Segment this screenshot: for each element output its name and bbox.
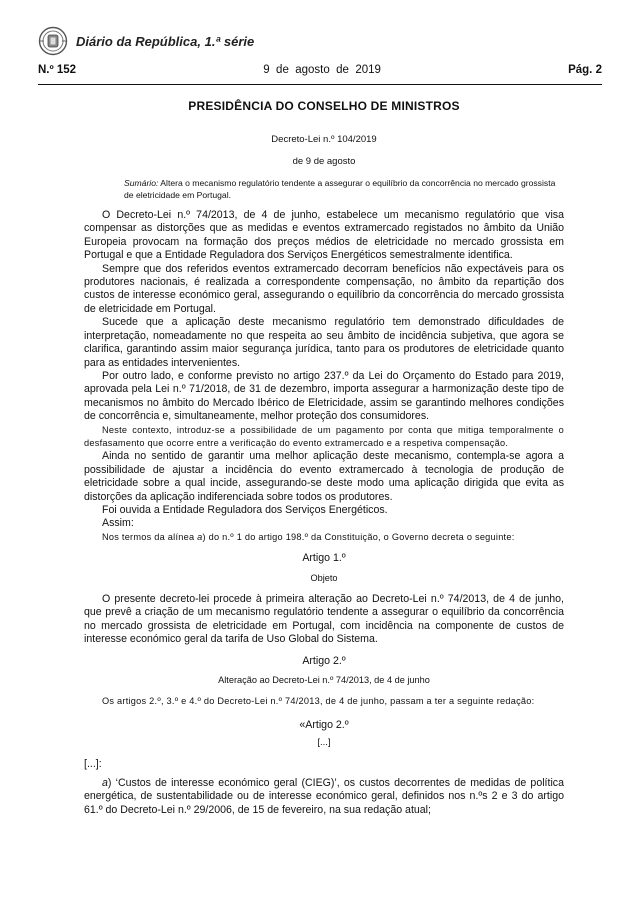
ministry-heading: PRESIDÊNCIA DO CONSELHO DE MINISTROS bbox=[188, 99, 460, 113]
decree-date: de 9 de agosto bbox=[292, 155, 356, 167]
article-1-subtitle: Objeto bbox=[310, 572, 338, 583]
omission-marker-intro: [...]: bbox=[84, 757, 102, 770]
issue-number: N.º 152 bbox=[38, 64, 77, 76]
preamble-paragraph-1: O Decreto-Lei n.º 74/2013, de 4 de junho, estabelece um mecanismo regulatório que visa compensar as distorções que as medidas e eventos extramercado registados no âmbito da União Europeia provocam na formação dos preços médios de eletricidade no mercado grossista em Portugal e que a Entidade Reguladora dos Serviços Energéticos semestralmente identifica. bbox=[84, 209, 564, 262]
portuguese-coat-of-arms-icon bbox=[38, 26, 68, 56]
article-2-title: Artigo 2.º bbox=[302, 654, 346, 667]
quoted-article-title: «Artigo 2.º bbox=[299, 718, 349, 731]
article-1-title: Artigo 1.º bbox=[302, 552, 346, 565]
enactment-clause: Nos termos da alínea a) do n.º 1 do artigo 198.º da Constituição, o Governo decreta o seguinte: bbox=[102, 531, 515, 542]
publication-series: , 1.ª série bbox=[197, 33, 255, 49]
decree-title: Decreto-Lei n.º 104/2019 bbox=[271, 134, 377, 146]
preamble-paragraph-3: Sucede que a aplicação deste mecanismo regulatório tem demonstrado dificuldades de interpretação, nomeadamente no que respeita ao seu âmbito de incidência subjetiva, que agora se clarifica, garantindo assim maior segurança jurídica, tanto para os produtores de eletricidade quanto para as entidades intervenientes. bbox=[84, 316, 564, 369]
summary-text: Altera o mecanismo regulatório tendente a assegurar o equilíbrio da concorrência no mercado grossista de eletricidade em Portugal. bbox=[124, 178, 556, 200]
issue-date: 9 de agosto de 2019 bbox=[263, 64, 381, 76]
summary bbox=[84, 178, 564, 201]
article-2-subtitle: Alteração ao Decreto-Lei n.º 74/2013, de 4 de junho bbox=[218, 675, 430, 686]
publication-title bbox=[76, 34, 254, 49]
issue-meta-row bbox=[38, 64, 602, 76]
preamble-paragraph-4: Por outro lado, e conforme previsto no artigo 237.º da Lei do Orçamento do Estado para 2019, aprovada pela Lei n.º 71/2018, de 31 de dezembro, importa assegurar a harmonização deste tipo de mecanismos no âmbito do Mercado Ibérico de Eletricidade, assim se garantindo melhores condições de concorrência e, simultaneamente, melhor proteção dos consumidores. bbox=[84, 369, 564, 423]
header-divider bbox=[38, 84, 602, 85]
article-1-text: O presente decreto-lei procede à primeira alteração ao Decreto-Lei n.º 74/2013, de 4 de junho, que prevê a criação de um mecanismo regulatório tendente a assegurar o equilíbrio da concorrência no mercado grossista de eletricidade em Portugal, com incidência na componente de custos de interesse económico geral da tarifa de Uso Global do Sistema. bbox=[84, 593, 564, 646]
preamble-paragraph-6: Ainda no sentido de garantir uma melhor aplicação deste mecanismo, contempla-se agora a possibilidade de ajustar a incidência do evento extramercado à tecnologia de produção de eletricidade sobre a qual incide, assegurando-se deste modo uma aplicação dirigida que evita as distorções da aplicação indiferenciada sobre todos os produtores. bbox=[84, 450, 564, 503]
preamble-paragraph-2: Sempre que dos referidos eventos extramercado decorram benefícios não expectáveis para os produtores nacionais, é realizada a correspondente compensação, no âmbito da repartição dos custos de interesse económico geral, assegurando o equilíbrio da concorrência do mercado grossista de eletricidade em Portugal. bbox=[84, 262, 564, 315]
publication-name: Diário da República bbox=[76, 33, 198, 49]
page-number: Pág. 2 bbox=[568, 64, 602, 76]
preamble-paragraph-7: Foi ouvida a Entidade Reguladora dos Serviços Energéticos. bbox=[102, 503, 388, 516]
article-2-text: Os artigos 2.º, 3.º e 4.º do Decreto-Lei n.º 74/2013, de 4 de junho, passam a ter a seguinte redação: bbox=[102, 696, 535, 707]
definition-item-a: a) ‘Custos de interesse económico geral (CIEG)’, os custos decorrentes de medidas de política energética, de sustentabilidade ou de interesse económico geral, definidos nos n.ºs 2 e 3 do artigo 61.º do Decreto-Lei n.º 29/2006, de 15 de fevereiro, na sua redação atual; bbox=[84, 777, 564, 816]
summary-label: Sumário: bbox=[124, 178, 159, 189]
document-body bbox=[84, 96, 564, 817]
preamble-paragraph-5: Neste contexto, introduz-se a possibilidade de um pagamento por conta que mitiga temporalmente o desfasamento que ocorre entre a verificação do evento extramercado e a respetiva compensação. bbox=[84, 424, 564, 448]
preamble-paragraph-8: Assim: bbox=[102, 517, 134, 530]
publication-header bbox=[38, 24, 254, 58]
omission-marker: [...] bbox=[317, 737, 331, 749]
